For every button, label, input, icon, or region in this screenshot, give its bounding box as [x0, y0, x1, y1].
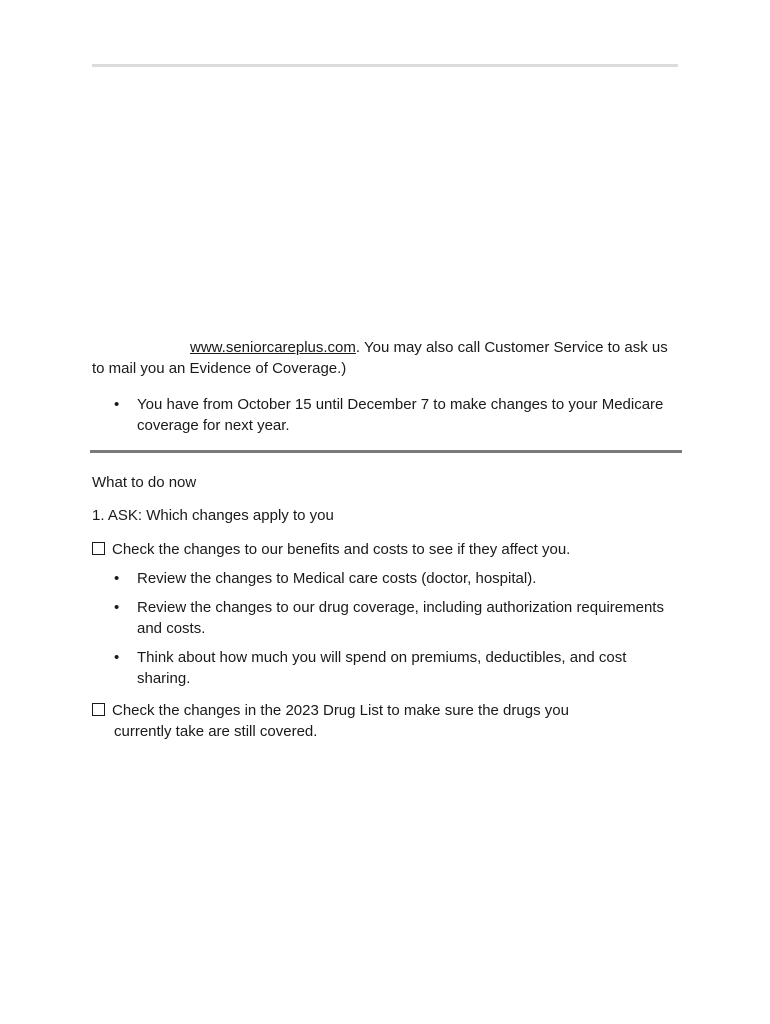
checkbox-icon[interactable] [92, 703, 105, 716]
check-drug-list-line-2: currently take are still covered. [114, 723, 318, 740]
website-link[interactable]: www.seniorcareplus.com [190, 339, 356, 356]
check-benefits-item [92, 539, 570, 560]
ask-heading: 1. ASK: Which changes apply to you [92, 507, 334, 524]
section-divider [90, 450, 682, 453]
review-list [92, 568, 682, 697]
list-item [92, 647, 682, 689]
bullet-icon: • [114, 599, 120, 616]
deadline-bullet [92, 394, 682, 436]
intro-line-2: to mail you an Evidence of Coverage.) [92, 360, 347, 377]
review-item-text: Think about how much you will spend on premiums, deductibles, and cost sharing. [137, 649, 627, 687]
check-drug-list-item [92, 700, 592, 742]
deadline-text: You have from October 15 until December 7 to make changes to your Medicare coverage for next year. [137, 396, 664, 434]
top-divider [92, 64, 678, 67]
bullet-icon: • [114, 649, 120, 666]
check-drug-list-text-1: Check the changes in the 2023 Drug List to make sure the drugs you [112, 702, 569, 719]
list-item [92, 568, 682, 589]
bullet-icon: • [114, 396, 120, 413]
check-drug-list-line-1 [92, 700, 592, 721]
list-item [92, 597, 682, 639]
intro-line-1-text: . You may also call Customer Service to ask us [355, 339, 668, 356]
intro-paragraph [92, 337, 682, 379]
review-item-text: Review the changes to Medical care costs (doctor, hospital). [137, 570, 537, 587]
checkbox-icon[interactable] [92, 542, 105, 555]
bullet-icon: • [114, 570, 120, 587]
deadline-list [92, 394, 682, 436]
what-to-do-heading: What to do now [92, 474, 197, 491]
review-item-text: Review the changes to our drug coverage, including authorization requirements and costs. [137, 599, 664, 637]
intro-line-1 [92, 337, 682, 358]
check-benefits-text: Check the changes to our benefits and costs to see if they affect you. [112, 541, 571, 558]
